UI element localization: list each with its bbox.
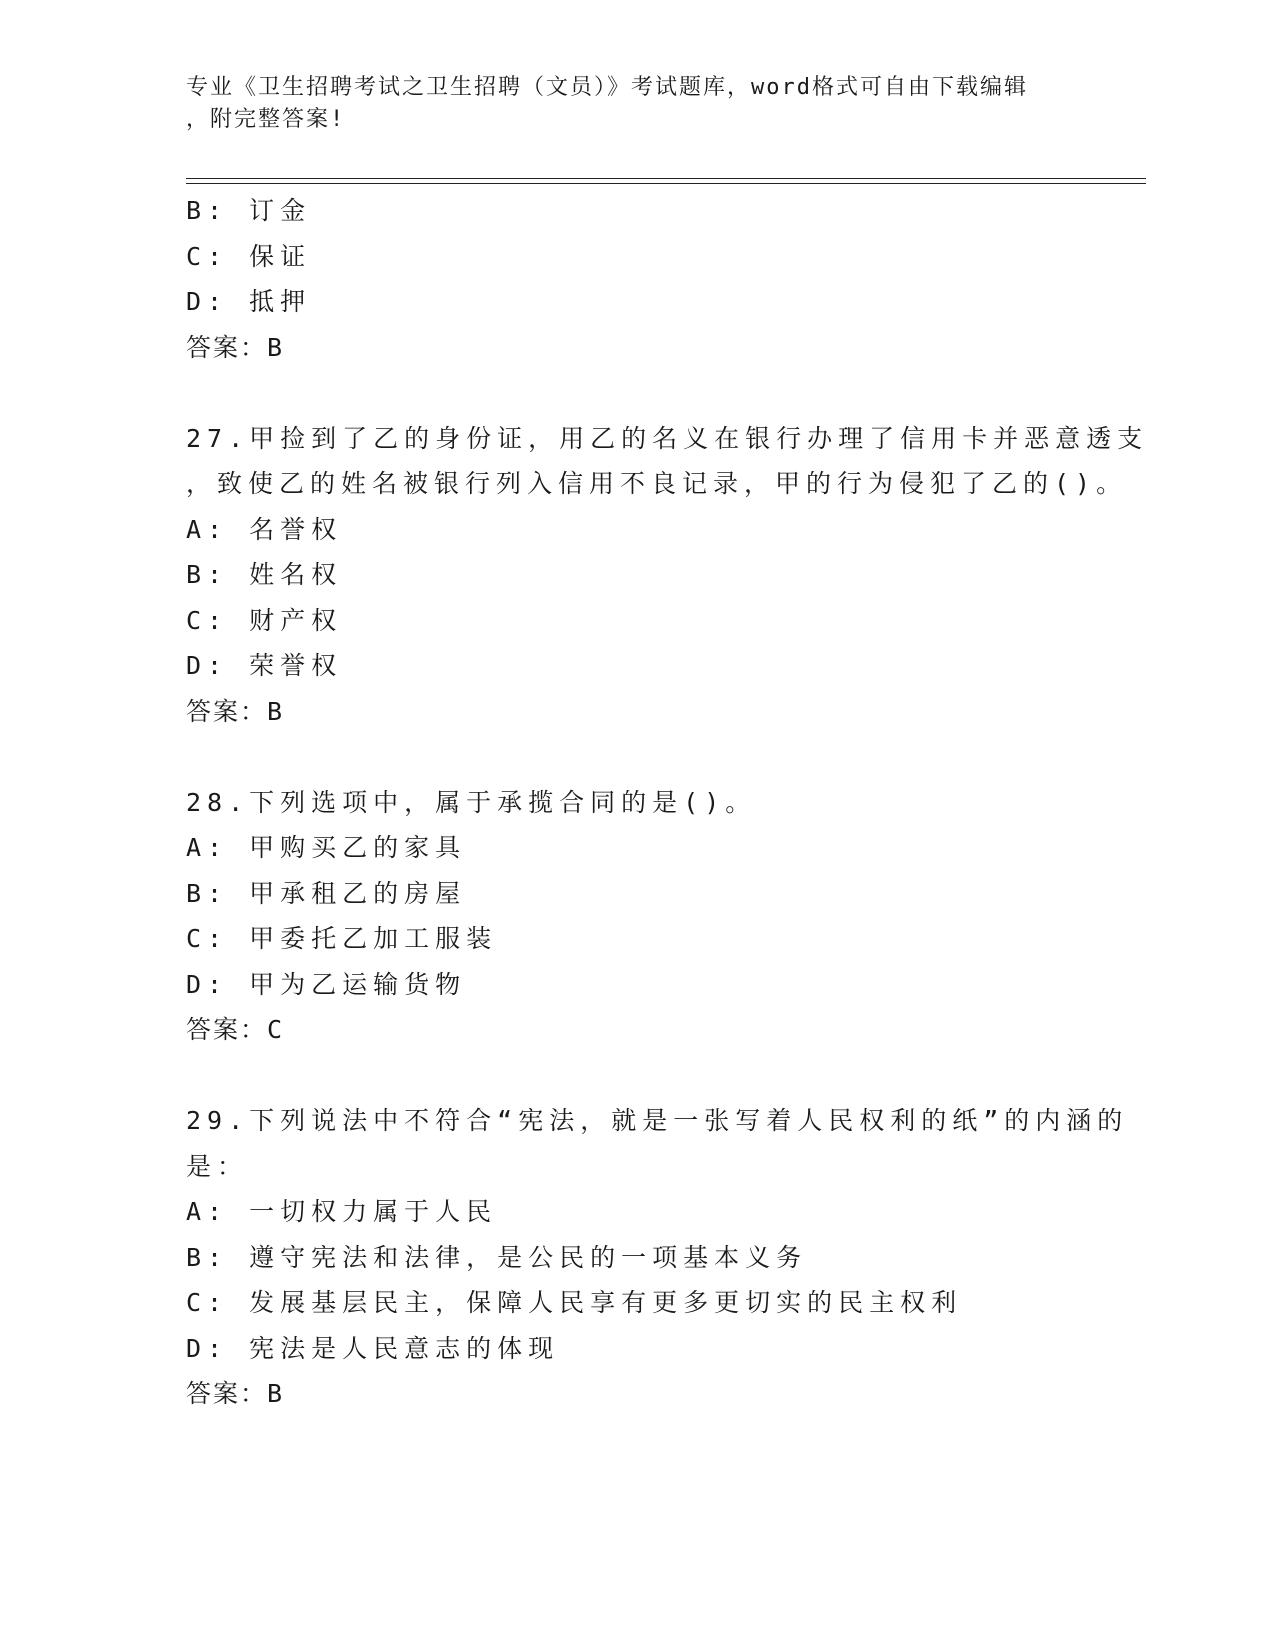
option-b: B: 遵守宪法和法律，是公民的一项基本义务: [186, 1242, 808, 1272]
answer-line: 答案：B: [186, 696, 285, 726]
option-c: C: 财产权: [186, 605, 343, 635]
option-d: D: 抵押: [186, 287, 312, 316]
option-a: A: 名誉权: [186, 514, 343, 544]
option-c: C: 发展基层民主，保障人民享有更多更切实的民主权利: [186, 1288, 963, 1317]
page-header: [186, 72, 1066, 136]
answer-line: 答案：B: [186, 332, 285, 362]
option-d: D: 甲为乙运输货物: [186, 969, 467, 999]
option-b: B: 订金: [186, 196, 312, 225]
spacer: [186, 1053, 1066, 1099]
question-stem-line-1: 27.甲捡到了乙的身份证，用乙的名义在银行办理了信用卡并恶意透支: [186, 423, 1149, 453]
question-stem-line-1: 29.下列说法中不符合“宪法，就是一张写着人民权利的纸”的内涵的: [186, 1106, 1129, 1135]
question-list: [186, 188, 1149, 1417]
question-stem-line-1: 28.下列选项中，属于承揽合同的是()。: [186, 787, 757, 817]
option-a: A: 甲购买乙的家具: [186, 833, 467, 862]
header-title-line-1: 专业《卫生招聘考试之卫生招聘（文员）》考试题库，word格式可自由下载编辑: [186, 75, 1028, 100]
question-29: [186, 1098, 1129, 1417]
option-a: A: 一切权力属于人民: [186, 1197, 498, 1226]
header-divider: [186, 178, 1146, 184]
question-stem-line-2: 是：: [186, 1151, 249, 1181]
question-26-tail: [186, 188, 1066, 370]
option-b: B: 甲承租乙的房屋: [186, 878, 467, 908]
question-stem-line-2: ，致使乙的姓名被银行列入信用不良记录，甲的行为侵犯了乙的()。: [186, 469, 1128, 498]
header-title-line-2: ，附完整答案!: [186, 107, 346, 132]
answer-line: 答案：C: [186, 1015, 285, 1044]
spacer: [186, 370, 1066, 416]
question-28: [186, 780, 1066, 1053]
spacer: [186, 734, 1066, 780]
option-c: C: 甲委托乙加工服装: [186, 924, 498, 953]
question-27: [186, 416, 1149, 735]
option-d: D: 荣誉权: [186, 651, 343, 680]
answer-line: 答案：B: [186, 1379, 285, 1408]
option-b: B: 姓名权: [186, 560, 343, 589]
option-c: C: 保证: [186, 241, 312, 271]
option-d: D: 宪法是人民意志的体现: [186, 1333, 560, 1363]
